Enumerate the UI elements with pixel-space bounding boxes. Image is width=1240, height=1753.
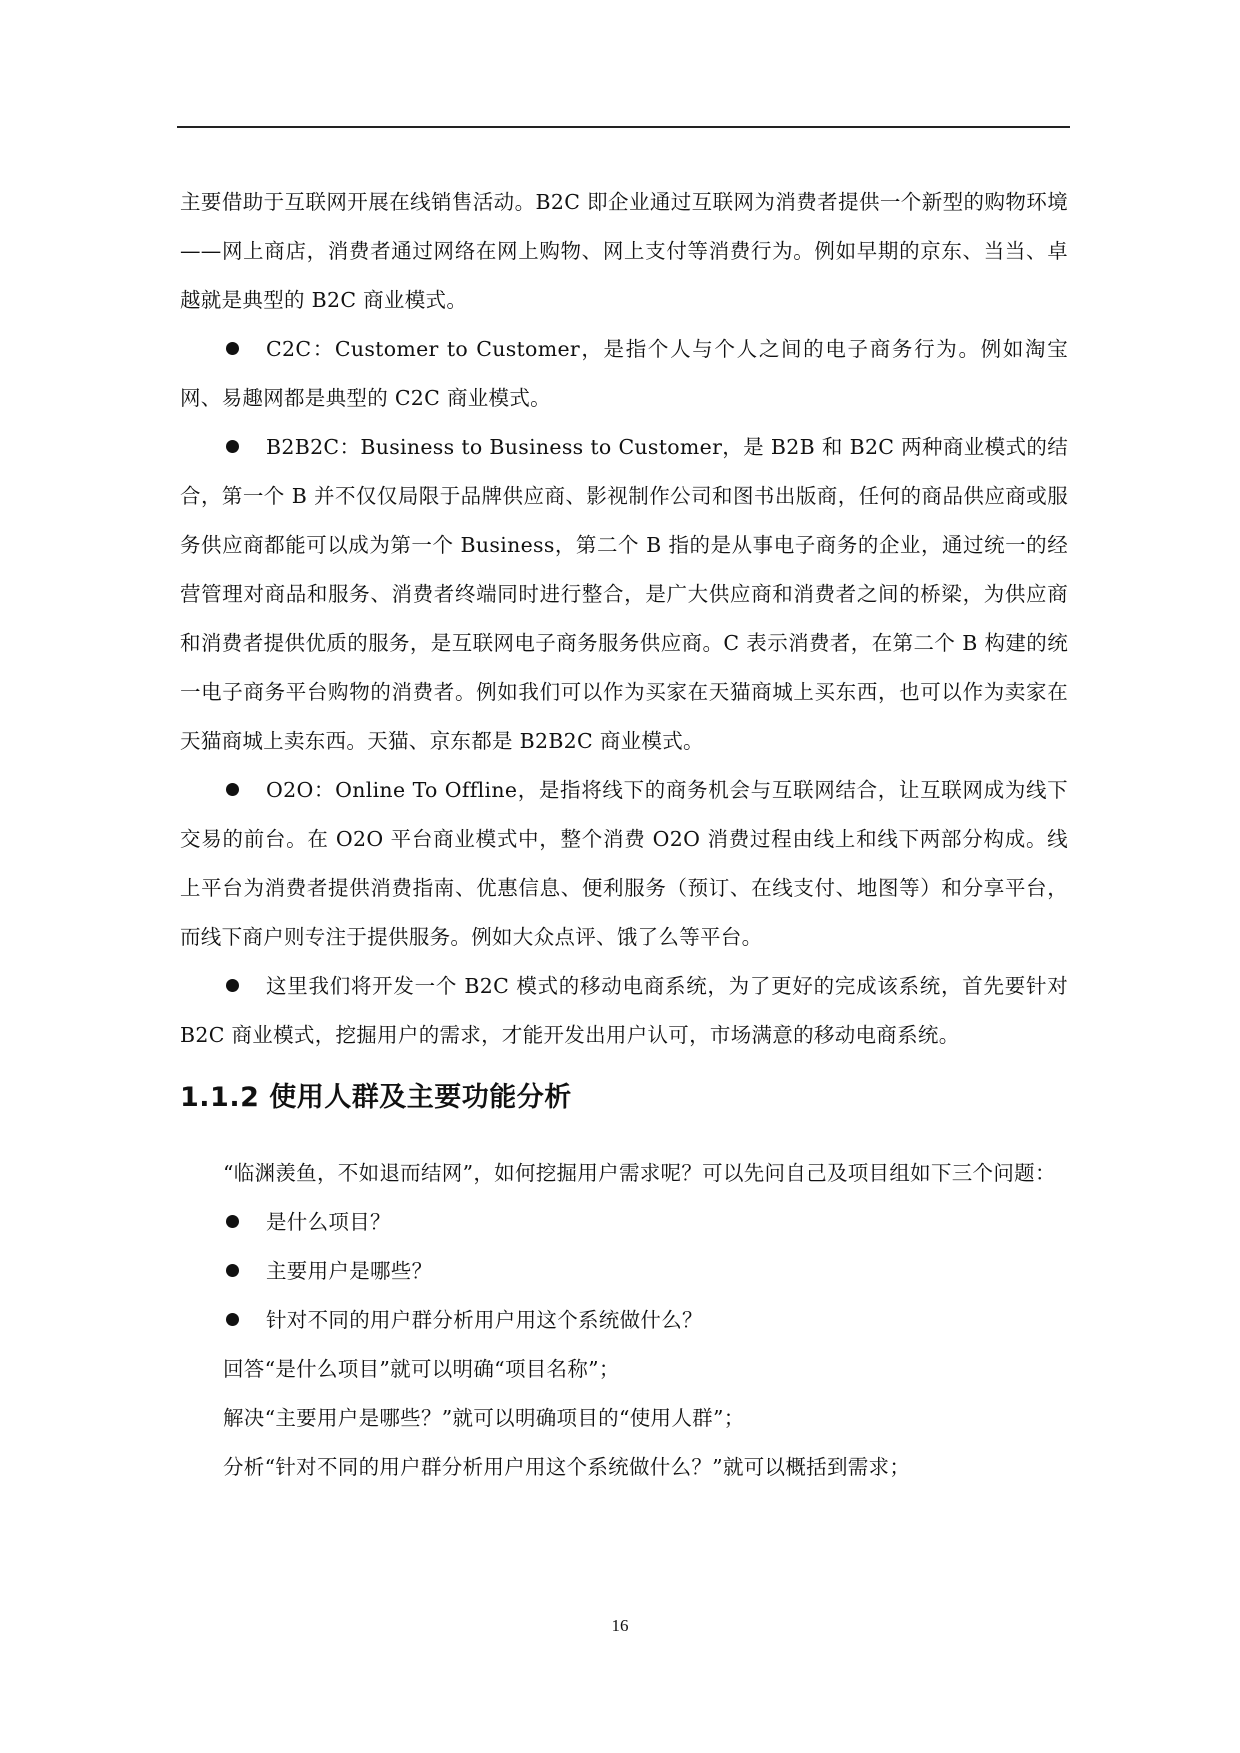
paragraph-b2c-intro: 主要借助于互联网开展在线销售活动。B2C 即企业通过互联网为消费者提供一个新型的购物环境——网上商店，消费者通过网络在网上购物、网上支付等消费行为。例如早期的京东、当当、卓越就是典型的 B2C 商业模式。 (180, 190, 1068, 312)
bullet-dot-icon (226, 979, 239, 992)
question-text: 是什么项目？ (266, 1210, 391, 1234)
page-number: 16 (611, 1616, 629, 1635)
bullet-c2c-text: C2C：Customer to Customer，是指个人与个人之间的电子商务行为。例如淘宝网、易趣网都是典型的 C2C 商业模式。 (180, 337, 1068, 410)
answer-line-3: 分析“针对不同的用户群分析用户用这个系统做什么？”就可以概括到需求； (223, 1455, 911, 1479)
paragraph-intro: “临渊羡鱼，不如退而结网”，如何挖掘用户需求呢？可以先问自己及项目组如下三个问题： (223, 1161, 1056, 1185)
question-text: 主要用户是哪些？ (266, 1259, 433, 1283)
bullet-b2c-dev-text: 这里我们将开发一个 B2C 模式的移动电商系统，为了更好的完成该系统，首先要针对 B2C 商业模式，挖掘用户的需求，才能开发出用户认可，市场满意的移动电商系统。 (180, 974, 1068, 1047)
bullet-o2o (180, 766, 1068, 962)
bullet-question-3 (180, 1296, 1068, 1345)
bullet-b2c-dev (180, 962, 1068, 1060)
bullet-c2c (180, 325, 1068, 423)
bullet-question-1 (180, 1198, 1068, 1247)
header-rule (177, 126, 1070, 128)
question-text: 针对不同的用户群分析用户用这个系统做什么？ (266, 1308, 703, 1332)
bullet-b2b2c (180, 423, 1068, 766)
bullet-dot-icon (226, 1215, 239, 1228)
answer-line-1: 回答“是什么项目”就可以明确“项目名称”； (223, 1357, 620, 1381)
section-heading: 1.1.2 使用人群及主要功能分析 (180, 1082, 572, 1113)
bullet-dot-icon (226, 783, 239, 796)
bullet-question-2 (180, 1247, 1068, 1296)
bullet-dot-icon (226, 1264, 239, 1277)
bullet-dot-icon (226, 342, 239, 355)
answer-line-2: 解决“主要用户是哪些？”就可以明确项目的“使用人群”； (223, 1406, 745, 1430)
bullet-dot-icon (226, 440, 239, 453)
page-body (180, 178, 1068, 1492)
bullet-o2o-text: O2O：Online To Offline，是指将线下的商务机会与互联网结合，让互联网成为线下交易的前台。在 O2O 平台商业模式中，整个消费 O2O 消费过程由线上和线下两部分构成。线上平台为消费者提供消费指南、优惠信息、便利服务（预订、在线支付、地图等）和分享平台，而线下商户则专注于提供服务。例如大众点评、饿了么等平台。 (180, 778, 1068, 949)
bullet-dot-icon (226, 1313, 239, 1326)
bullet-b2b2c-text: B2B2C：Business to Business to Customer，是 B2B 和 B2C 两种商业模式的结合，第一个 B 并不仅仅局限于品牌供应商、影视制作公司和图书出版商，任何的商品供应商或服务供应商都能可以成为第一个 Business，第二个 B 指的是从事电子商务的企业，通过统一的经营管理对商品和服务、消费者终端同时进行整合，是广大供应商和消费者之间的桥梁，为供应商和消费者提供优质的服务，是互联网电子商务服务供应商。C 表示消费者，在第二个 B 构建的统一电子商务平台购物的消费者。例如我们可以作为买家在天猫商城上买东西，也可以作为卖家在天猫商城上卖东西。天猫、京东都是 B2B2C 商业模式。 (180, 435, 1068, 753)
